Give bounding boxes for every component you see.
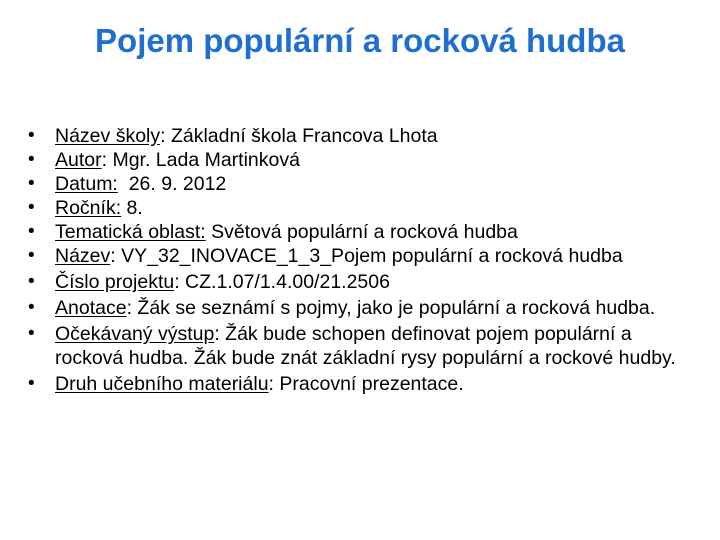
sep-material-type: : — [268, 373, 274, 395]
list-item-material-type — [28, 372, 688, 396]
list-item-annotation — [28, 296, 688, 320]
value-material-type: Pracovní prezentace. — [273, 373, 464, 395]
sep-school: : — [160, 125, 166, 147]
list-item-project — [28, 270, 688, 294]
list-item-grade — [28, 196, 688, 220]
label-annotation: Anotace — [55, 297, 127, 319]
label-project: Číslo projektu — [55, 271, 175, 293]
list-item-name — [28, 244, 688, 268]
sep-name: : — [110, 245, 116, 267]
value-outcome: Žák bude schopen definovat pojem populární a rocková hudba. Žák bude znát základní rysy populární a rockové hudby. — [55, 323, 676, 369]
label-school: Název školy — [55, 125, 161, 147]
sep-project: : — [174, 271, 180, 293]
list-item-author — [28, 148, 688, 172]
list-item-topic — [28, 220, 688, 244]
slide-title: Pojem populární a rocková hudba — [95, 22, 625, 59]
sep-outcome: : — [214, 323, 220, 345]
label-date: Datum: — [55, 173, 118, 195]
label-name: Název — [55, 245, 111, 267]
list-item-school — [28, 124, 688, 148]
value-school: Základní škola Francova Lhota — [165, 125, 438, 147]
value-annotation: Žák se seznámí s pojmy, jako je populární a rocková hudba. — [131, 297, 656, 319]
label-grade: Ročník: — [55, 197, 122, 219]
value-topic: Světová populární a rocková hudba — [205, 221, 518, 243]
sep-author: : — [101, 149, 108, 171]
label-outcome: Očekávaný výstup — [55, 323, 215, 345]
label-topic: Tematická oblast: — [55, 221, 206, 243]
label-material-type: Druh učebního materiálu — [55, 373, 269, 395]
value-project: CZ.1.07/1.4.00/21.2506 — [179, 271, 390, 293]
value-date: 26. 9. 2012 — [117, 173, 227, 195]
sep-annotation: : — [126, 297, 132, 319]
value-name: VY_32_INOVACE_1_3_Pojem populární a rocková hudba — [115, 245, 623, 267]
value-author: Mgr. Lada Martinková — [107, 149, 300, 171]
label-author: Autor — [55, 149, 102, 171]
value-grade: 8. — [121, 197, 143, 219]
list-item-outcome — [28, 322, 688, 370]
list-item-date — [28, 172, 688, 196]
info-list — [28, 124, 688, 396]
